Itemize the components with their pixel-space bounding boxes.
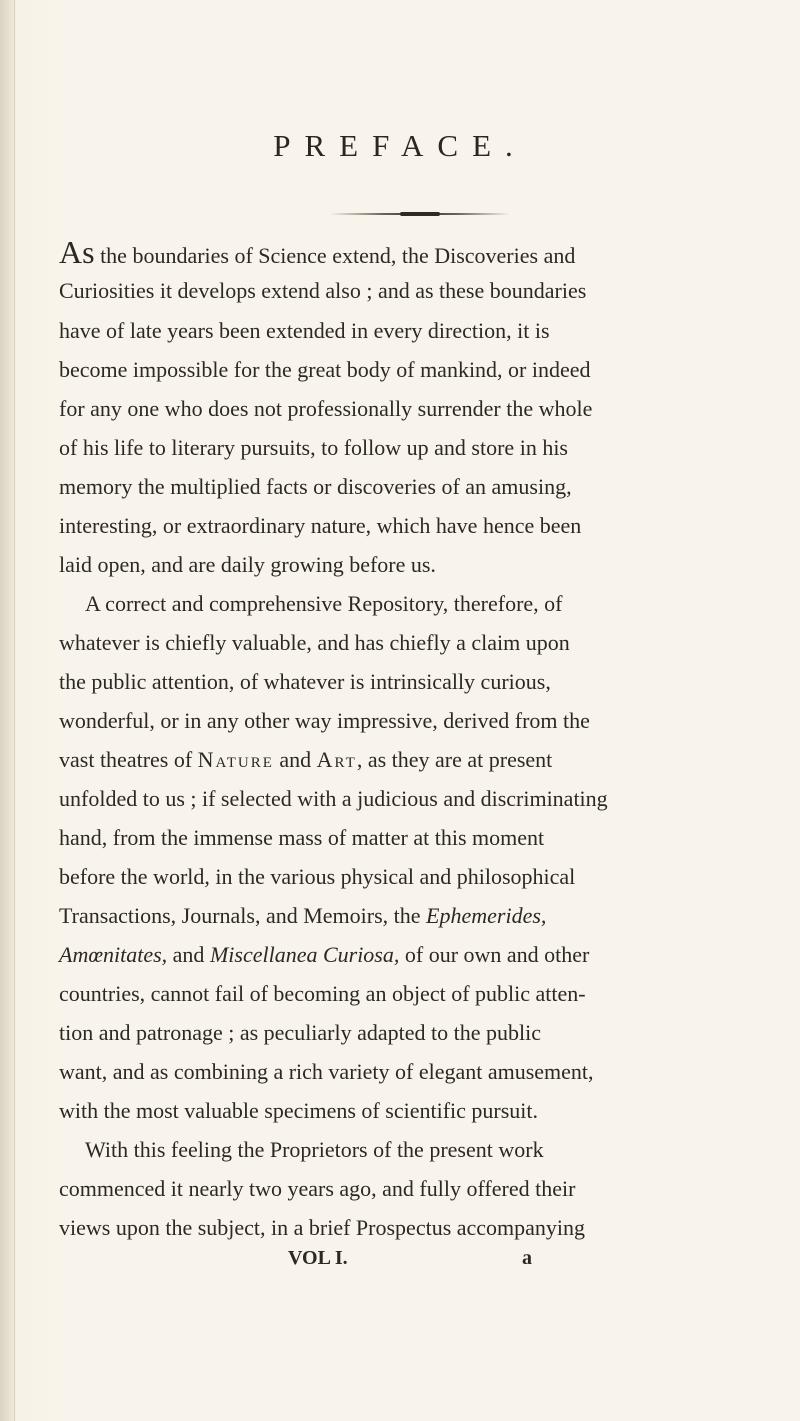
text-line-21: tion and patronage ; as peculiarly adapted to the public bbox=[59, 1020, 542, 1045]
signature-mark: a bbox=[522, 1247, 532, 1269]
text-line-20: countries, cannot fail of becoming an object of public atten- bbox=[59, 981, 586, 1006]
text-line-19-end: of our own and other bbox=[399, 942, 590, 967]
text-line-3: have of late years been extended in every direction, it is bbox=[59, 318, 550, 343]
text-line-7: memory the multiplied facts or discoveries of an amusing, bbox=[59, 474, 572, 499]
word-and: and bbox=[273, 747, 317, 772]
text-line-1 bbox=[0, 232, 800, 272]
text-line-10: A correct and comprehensive Repository, therefore, of bbox=[85, 591, 563, 616]
ornamental-rule-center bbox=[400, 212, 440, 216]
text-line-15: unfolded to us ; if selected with a judicious and discriminating bbox=[59, 786, 608, 811]
text-line-26: views upon the subject, in a brief Prospectus accompanying bbox=[59, 1215, 586, 1240]
italic-ephemerides: Ephemerides, bbox=[426, 903, 547, 928]
text-line-17: before the world, in the various physical and philosophical bbox=[59, 864, 576, 889]
italic-amoenitates: Amœnitates, bbox=[59, 942, 168, 967]
text-line-19 bbox=[0, 935, 800, 975]
text-line-25: commenced it nearly two years ago, and fully offered their bbox=[59, 1176, 576, 1201]
text-line-16: hand, from the immense mass of matter at this moment bbox=[59, 825, 545, 850]
drop-initial-word: As bbox=[59, 234, 95, 270]
text-line-11: whatever is chiefly valuable, and has chiefly a claim upon bbox=[59, 630, 570, 655]
text-line-14 bbox=[0, 740, 800, 780]
text-line-9: laid open, and are daily growing before us. bbox=[59, 552, 436, 577]
text-line-6: of his life to literary pursuits, to follow up and store in his bbox=[59, 435, 568, 460]
word-nature: Nature bbox=[197, 747, 274, 772]
text-line-14-start: vast theatres of bbox=[59, 747, 193, 772]
word-and-2: and bbox=[167, 942, 210, 967]
italic-miscellanea: Miscellanea Curiosa, bbox=[209, 942, 400, 967]
word-art: Art bbox=[316, 747, 357, 772]
page-title: PREFACE. bbox=[273, 128, 527, 163]
text-line-2: Curiosities it develops extend also ; and as these boundaries bbox=[59, 278, 587, 303]
text-line-1-text: the boundaries of Science extend, the Discoveries and bbox=[100, 243, 576, 268]
text-line-12: the public attention, of whatever is intrinsically curious, bbox=[59, 669, 551, 694]
text-line-18 bbox=[0, 896, 800, 936]
text-line-5: for any one who does not professionally surrender the whole bbox=[59, 396, 593, 421]
text-line-8: interesting, or extraordinary nature, which have hence been bbox=[59, 513, 582, 538]
text-line-24: With this feeling the Proprietors of the present work bbox=[85, 1137, 544, 1162]
text-line-18-start: Transactions, Journals, and Memoirs, the bbox=[59, 903, 421, 928]
text-line-4: become impossible for the great body of mankind, or indeed bbox=[59, 357, 591, 382]
text-line-13: wonderful, or in any other way impressive, derived from the bbox=[59, 708, 590, 733]
text-line-14-end: , as they are at present bbox=[356, 747, 553, 772]
volume-marker: VOL I. bbox=[288, 1247, 348, 1269]
text-line-22: want, and as combining a rich variety of elegant amusement, bbox=[59, 1059, 594, 1084]
text-line-23: with the most valuable specimens of scientific pursuit. bbox=[59, 1098, 539, 1123]
